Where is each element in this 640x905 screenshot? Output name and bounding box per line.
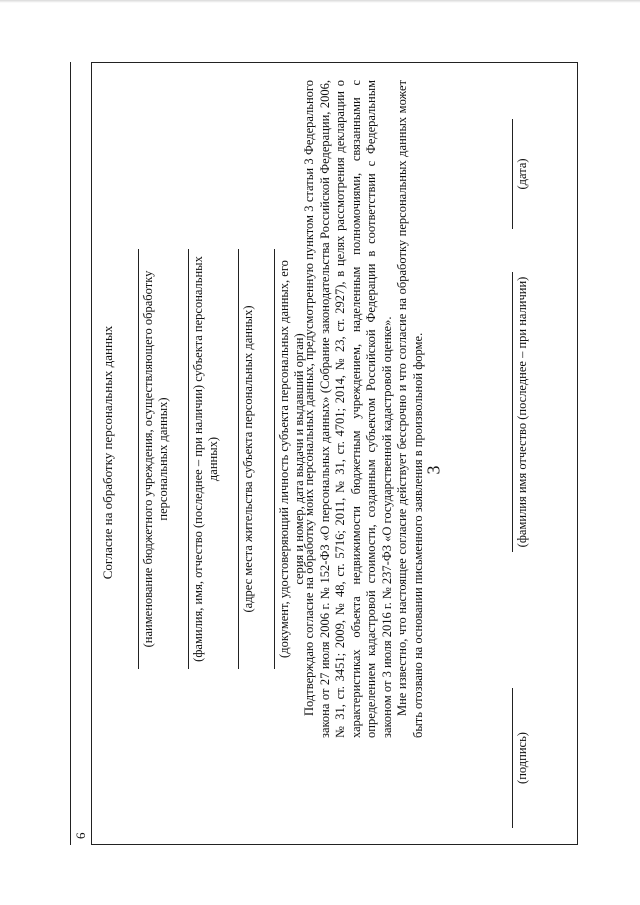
row-number: 6 xyxy=(73,832,88,839)
field-line xyxy=(188,249,189,669)
field-line xyxy=(138,249,139,669)
field-line xyxy=(512,272,513,552)
rotated-form xyxy=(70,62,578,845)
full-name-caption: (фамилия, имя, отчество (последнее – при наличии) субъекта персональных данных) xyxy=(191,256,220,662)
date-field xyxy=(512,119,530,229)
address-caption: (адрес места жительства субъекта персональных данных) xyxy=(241,305,255,613)
consent-paragraph: Мне известно, что настоящее согласие действует бессрочно и что согласие на обработку персональных данных может быть отозвано на основании письменного заявления в произвольной форме. xyxy=(395,80,425,738)
field-line xyxy=(274,249,275,669)
consent-text xyxy=(302,80,426,738)
field-line xyxy=(238,249,239,669)
form-frame xyxy=(92,62,578,845)
signature-field xyxy=(512,688,530,828)
date-caption: (дата) xyxy=(515,158,529,190)
full-name-field xyxy=(188,249,221,669)
row-number-cell xyxy=(70,62,92,845)
signature-caption: (подпись) xyxy=(515,732,529,784)
full-name-signature-caption: (фамилия имя отчество (последнее – при наличии) xyxy=(515,276,529,548)
address-field xyxy=(238,249,256,669)
scan-edge xyxy=(0,0,640,3)
institution-field xyxy=(138,249,171,669)
page-number: 3 xyxy=(423,465,444,475)
identity-document-caption: (документ, удостоверяющий личность субъекта персональных данных, его серия и номер, дата выдачи и выдавший орган) xyxy=(277,260,306,658)
full-name-signature-field xyxy=(512,272,530,552)
consent-paragraph: Подтверждаю согласие на обработку моих персональных данных, предусмотренную пунктом 3 статьи 3 Федерального закона от 27 июля 2006 г. № 152-ФЗ «О персональных данных» (Собрание законодательства Российской Федерации, 2006, № 31, ст. 3451; 2009, № 48, ст. 5716; 2011, № 31, ст. 4701; 2014, № 23, ст. 2927), в целях рассмотрения декларации о характеристиках объекта недвижимости бюджетным учреждением, наделенным полномочиями, связанными с определением кадастровой стоимости, созданным субъектом Российской Федерации в соответствии с Федеральным законом от 3 июля 2016 г. № 237-ФЗ «О государственной кадастровой оценке». xyxy=(302,80,394,738)
institution-caption: (наименование бюджетного учреждения, осуществляющего обработку персональных данных) xyxy=(141,270,170,648)
form-title: Согласие на обработку персональных данных xyxy=(100,325,115,580)
field-line xyxy=(512,688,513,828)
field-line xyxy=(512,119,513,229)
